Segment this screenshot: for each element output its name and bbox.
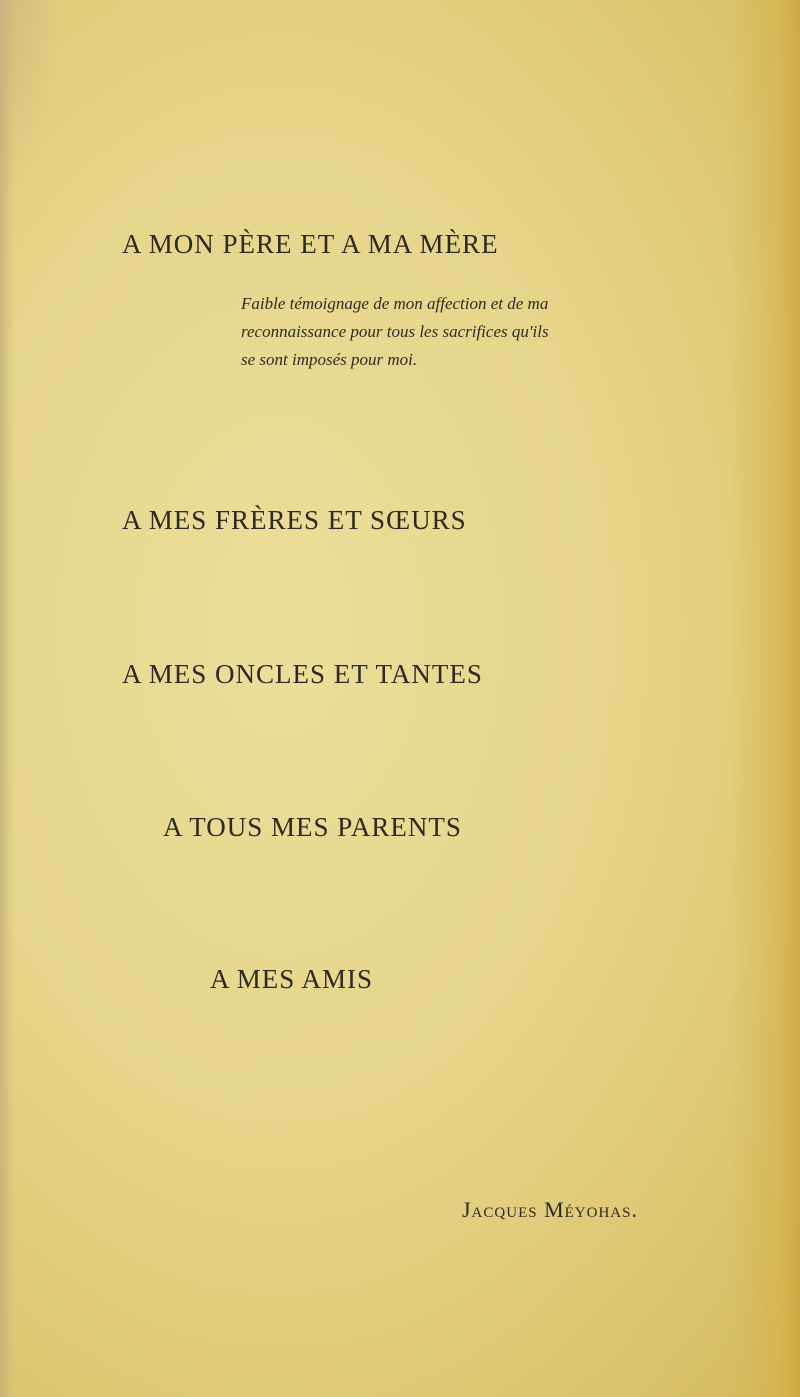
dedication-heading-parents: A MON PÈRE ET A MA MÈRE	[122, 229, 499, 259]
dedication-line-1: Faible témoignage de mon affection et de ma	[241, 294, 549, 313]
author-signature: Jacques Méyohas.	[462, 1197, 638, 1222]
dedication-heading-uncles-aunts: A MES ONCLES ET TANTES	[122, 659, 483, 689]
dedication-heading-friends: A MES AMIS	[210, 964, 374, 994]
dedication-line-2: reconnaissance pour tous les sacrifices qu'ils	[241, 322, 549, 341]
dedication-heading-relatives: A TOUS MES PARENTS	[163, 812, 462, 842]
paper-corner-stain	[0, 0, 60, 200]
paper-right-edge	[730, 0, 800, 1397]
paper-left-edge	[0, 0, 14, 1397]
dedication-line-3: se sont imposés pour moi.	[241, 350, 418, 369]
dedication-heading-siblings: A MES FRÈRES ET SŒURS	[122, 505, 467, 535]
dedication-text-parents	[241, 290, 701, 374]
